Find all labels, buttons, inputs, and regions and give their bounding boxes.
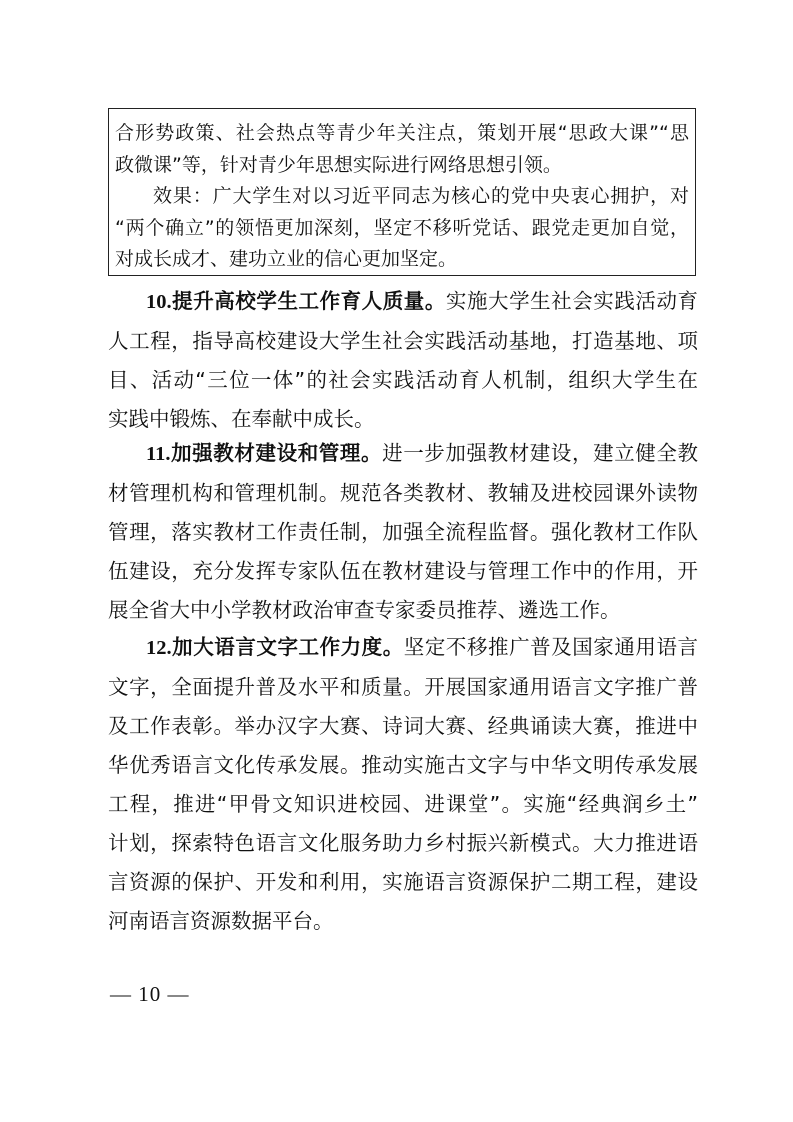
- section-number: 11.: [146, 443, 171, 465]
- section-number: 10.: [146, 291, 172, 313]
- section-line: 目、活动“三位一体”的社会实践活动育人机制，组织大学生在: [108, 368, 698, 392]
- section-first-line: [108, 628, 698, 668]
- section-line: 文字，全面提升普及水平和质量。开展国家通用语言文字推广普: [108, 675, 698, 699]
- section-heading: 加大语言文字工作力度。: [171, 635, 404, 659]
- box-line: 政微课”等，针对青少年思想实际进行网络思想引领。: [115, 153, 562, 176]
- section-line: 计划，探索特色语言文化服务助力乡村振兴新模式。大力推进语: [108, 831, 698, 855]
- section-heading: 加强教材建设和管理。: [170, 441, 383, 465]
- page-number: — 10 —: [110, 982, 190, 1006]
- section-first-line: [108, 282, 698, 322]
- section-line: 伍建设，充分发挥专家队伍在教材建设与管理工作中的作用，开: [108, 559, 698, 583]
- section-10: [108, 282, 698, 439]
- section-heading: 提升高校学生工作育人质量。: [171, 289, 446, 313]
- section-line: 材管理机构和管理机制。规范各类教材、教辅及进校园课外读物: [108, 481, 698, 505]
- section-line: 展全省大中小学教材政治审查专家委员推荐、遴选工作。: [108, 598, 621, 622]
- section-number: 12.: [146, 637, 172, 659]
- section-text: 实施大学生社会实践活动育: [445, 289, 699, 313]
- section-line: 华优秀语言文化传承发展。推动实施古文字与中华文明传承发展: [108, 753, 698, 777]
- box-line: 效果：广大学生对以习近平同志为核心的党中央衷心拥护，对: [153, 185, 689, 207]
- box-line: 对成长成才、建功立业的信心更加坚定。: [115, 248, 458, 270]
- section-line: 及工作表彰。举办汉字大赛、诗词大赛、经典诵读大赛，推进中: [108, 714, 698, 738]
- section-line: 言资源的保护、开发和利用，实施语言资源保护二期工程，建设: [108, 870, 698, 894]
- section-text: 进一步加强教材建设，建立健全教: [382, 441, 699, 465]
- section-12: [108, 628, 698, 941]
- section-line: 工程，推进“甲骨文知识进校园、进课堂”。实施“经典润乡土”: [108, 792, 698, 816]
- section-11: [108, 434, 698, 630]
- section-line: 管理，落实教材工作责任制，加强全流程监督。强化教材工作队: [108, 520, 698, 544]
- section-text: 坚定不移推广普及国家通用语言: [403, 635, 699, 659]
- effect-text-box: [108, 108, 696, 276]
- section-line: 人工程，指导高校建设大学生社会实践活动基地，打造基地、项: [108, 329, 698, 353]
- box-line: “两个确立”的领悟更加深刻，坚定不移听党话、跟党走更加自觉，: [115, 216, 689, 239]
- section-line: 河南语言资源数据平台。: [108, 909, 334, 933]
- box-line: 合形势政策、社会热点等青少年关注点，策划开展“思政大课”“思: [115, 122, 689, 144]
- section-first-line: [108, 434, 698, 474]
- section-line: 实践中锻炼、在奉献中成长。: [108, 407, 375, 431]
